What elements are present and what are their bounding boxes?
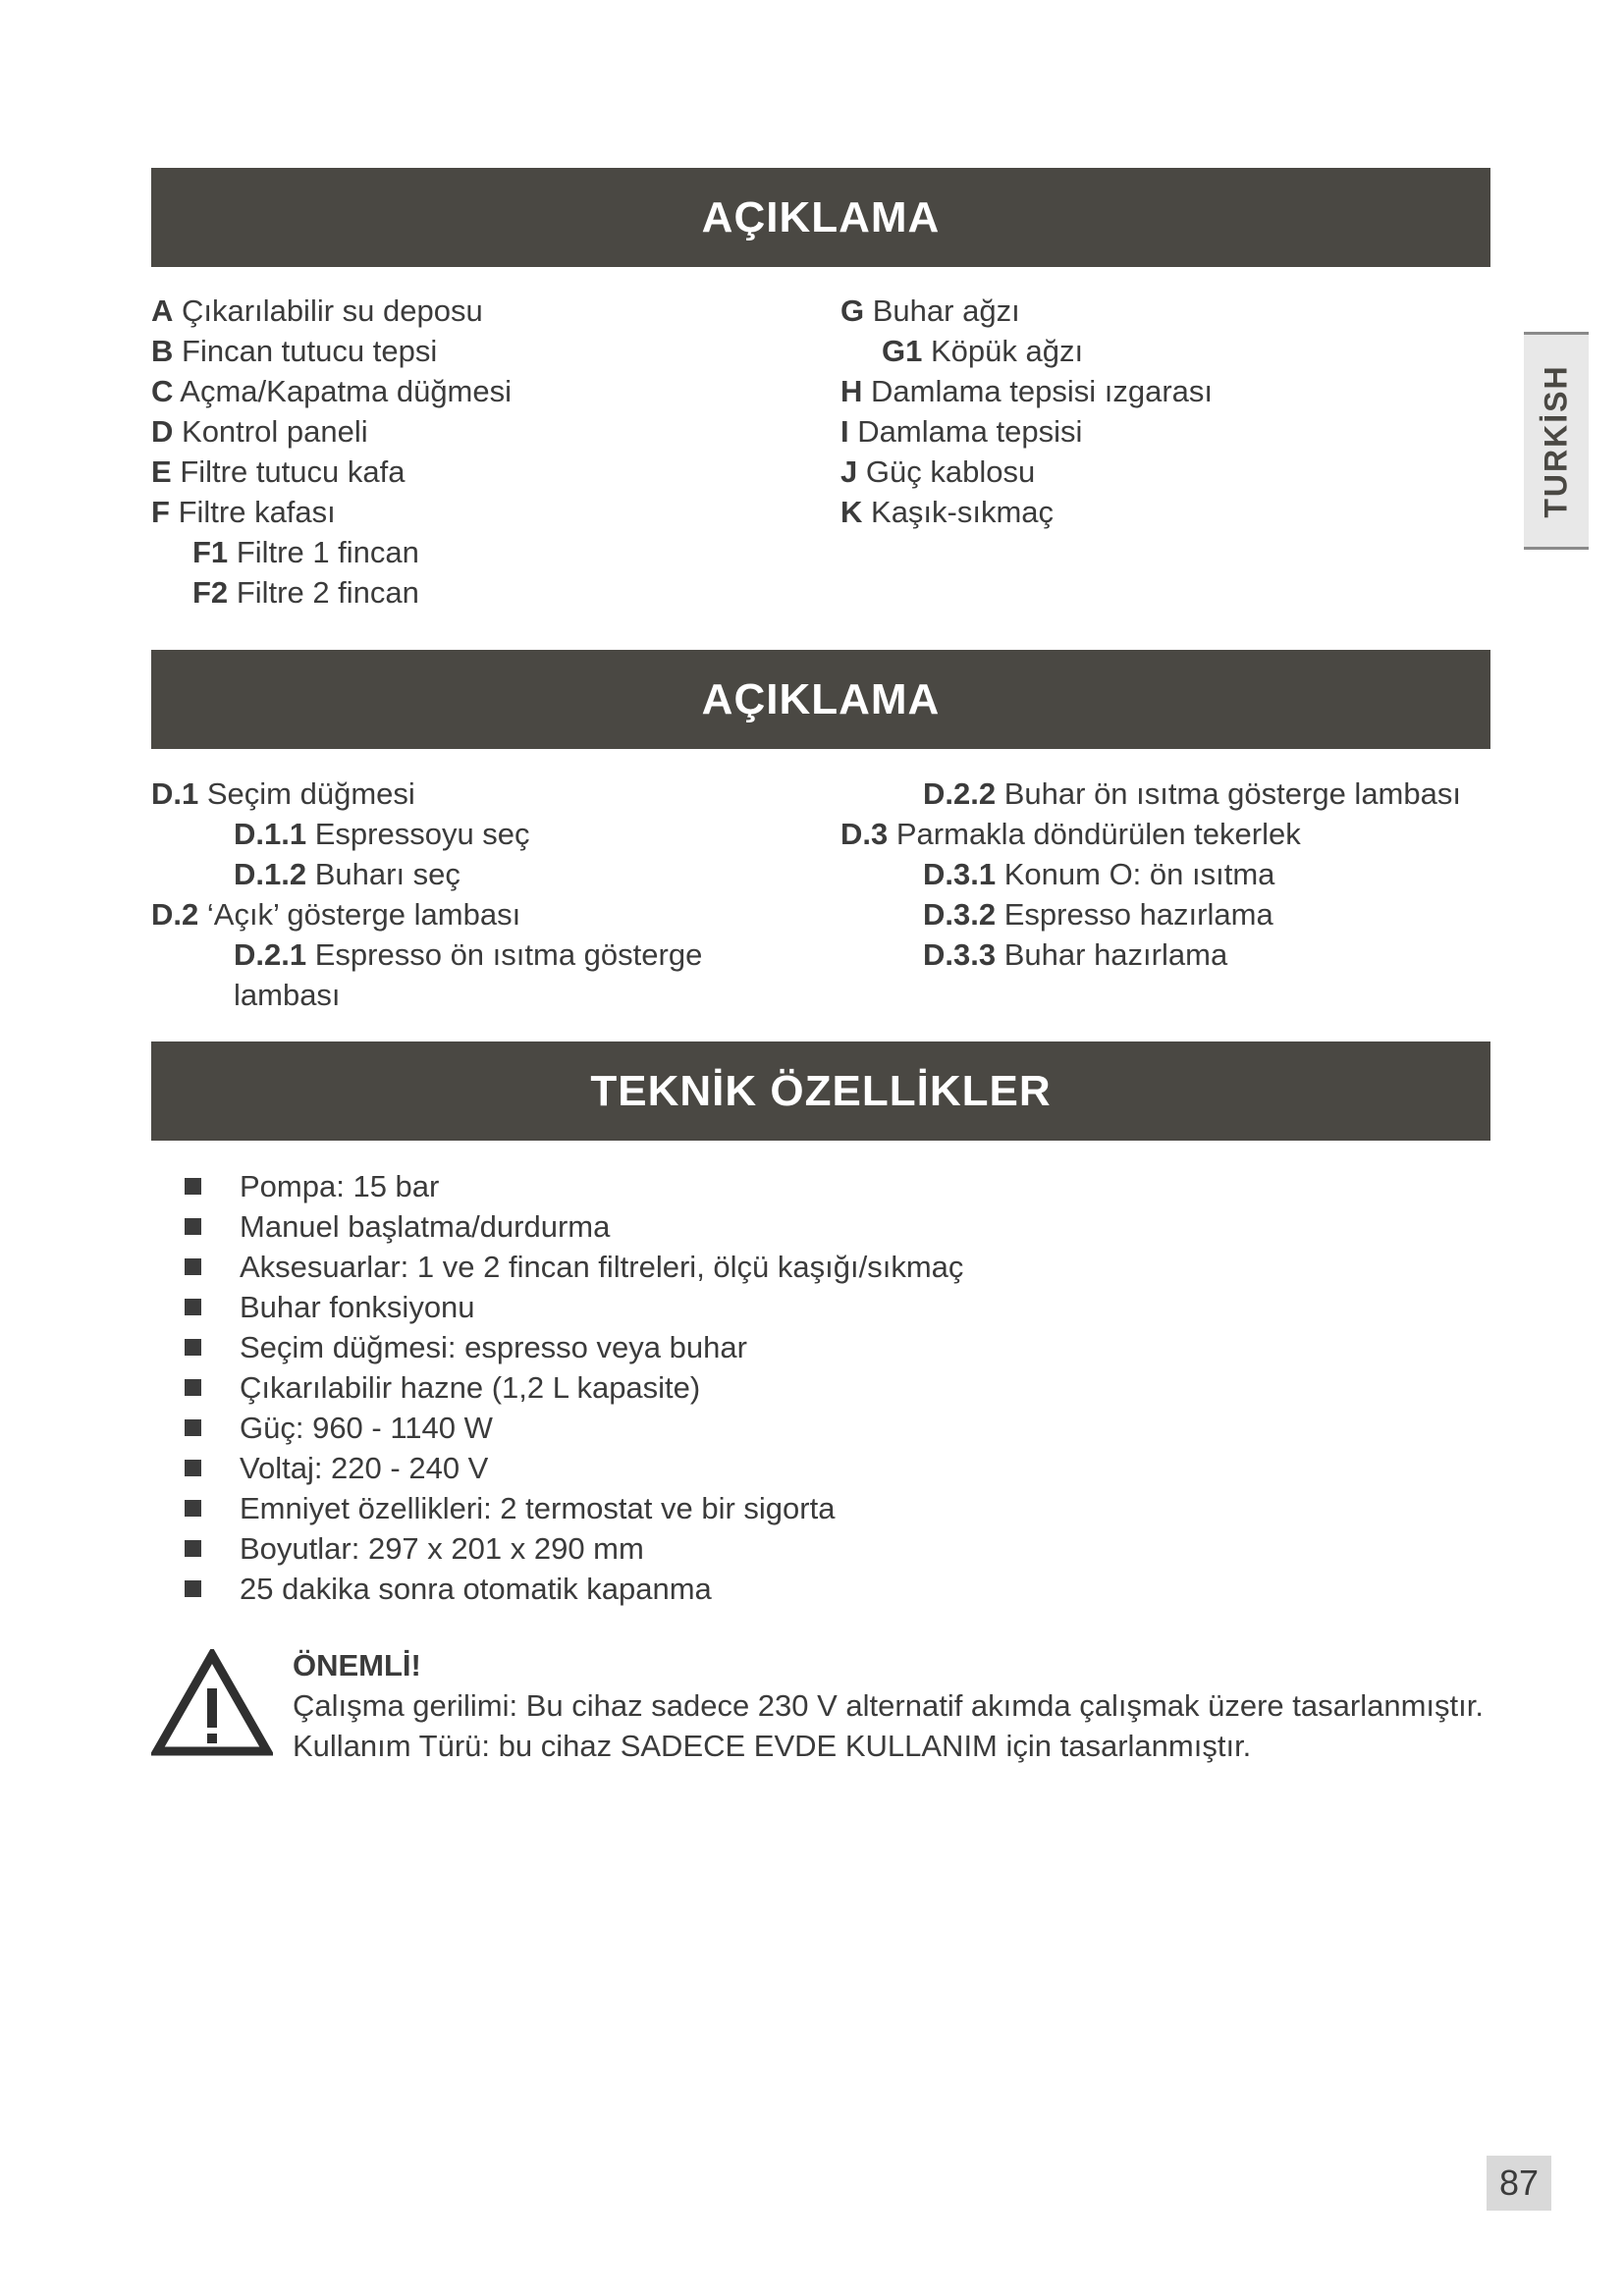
item-text: Güç kablosu <box>865 454 1036 489</box>
list-item <box>840 291 1213 331</box>
item-key: A <box>151 294 174 328</box>
square-bullet-icon <box>185 1258 201 1275</box>
item-key: G1 <box>882 334 923 368</box>
list-item <box>151 371 512 411</box>
item-key: B <box>151 334 174 368</box>
list-item <box>151 894 702 934</box>
parts-list-right <box>840 291 1213 532</box>
square-bullet-icon <box>185 1460 201 1476</box>
controls-list-left <box>151 774 702 1015</box>
item-text: Filtre 2 fincan <box>236 575 419 610</box>
spec-text: Manuel başlatma/durdurma <box>240 1209 611 1244</box>
spec-item <box>185 1488 963 1528</box>
spec-text: Boyutlar: 297 x 201 x 290 mm <box>240 1531 644 1566</box>
list-item <box>840 331 1213 371</box>
square-bullet-icon <box>185 1540 201 1557</box>
list-item <box>840 411 1213 452</box>
section-title: AÇIKLAMA <box>701 674 941 723</box>
item-text: Parmakla döndürülen tekerlek <box>895 817 1301 851</box>
warning-line: Kullanım Türü: bu cihaz SADECE EVDE KULLANIM için tasarlanmıştır. <box>293 1729 1252 1763</box>
list-item <box>840 452 1213 492</box>
spec-text: Çıkarılabilir hazne (1,2 L kapasite) <box>240 1370 701 1405</box>
section-header-control-panel <box>151 650 1490 749</box>
spec-text: Voltaj: 220 - 240 V <box>240 1451 489 1485</box>
specs-list <box>185 1166 963 1609</box>
spec-text: Güç: 960 - 1140 W <box>240 1411 493 1445</box>
list-item <box>840 814 1461 854</box>
item-text: Espresso ön ısıtma gösterge <box>314 937 703 972</box>
item-text: Damlama tepsisi <box>857 414 1083 449</box>
section-header-description <box>151 168 1490 267</box>
square-bullet-icon <box>185 1299 201 1315</box>
spec-item <box>185 1367 963 1408</box>
item-key: F2 <box>192 575 229 610</box>
square-bullet-icon <box>185 1339 201 1356</box>
spec-item <box>185 1247 963 1287</box>
parts-list-left <box>151 291 512 613</box>
item-key: J <box>840 454 858 489</box>
square-bullet-icon <box>185 1419 201 1436</box>
item-text: Fincan tutucu tepsi <box>182 334 438 368</box>
square-bullet-icon <box>185 1218 201 1235</box>
spec-item <box>185 1528 963 1569</box>
item-key: K <box>840 495 863 529</box>
square-bullet-icon <box>185 1500 201 1517</box>
list-item <box>840 894 1461 934</box>
list-item <box>151 774 702 814</box>
list-item <box>151 814 702 854</box>
spec-text: Emniyet özellikleri: 2 termostat ve bir sigorta <box>240 1491 836 1525</box>
square-bullet-icon <box>185 1580 201 1597</box>
spec-item <box>185 1166 963 1206</box>
language-side-tab <box>1524 332 1589 550</box>
item-text: Espressoyu seç <box>314 817 530 851</box>
item-key: H <box>840 374 863 408</box>
item-text: Buharı seç <box>314 857 460 891</box>
spec-item <box>185 1448 963 1488</box>
spec-item <box>185 1327 963 1367</box>
spec-item <box>185 1408 963 1448</box>
spec-text: Buhar fonksiyonu <box>240 1290 475 1324</box>
item-key: D.3.3 <box>923 937 997 972</box>
item-key: D.1 <box>151 776 199 811</box>
language-label: TURKİSH <box>1538 363 1574 518</box>
item-key: D.2.1 <box>234 937 307 972</box>
controls-list-right <box>840 774 1461 975</box>
item-text: ‘Açık’ gösterge lambası <box>206 897 521 932</box>
item-key: D.2.2 <box>923 776 997 811</box>
list-item <box>840 492 1213 532</box>
page-number <box>1487 2156 1551 2211</box>
item-text: Buhar ağzı <box>872 294 1020 328</box>
item-key: G <box>840 294 865 328</box>
item-key: D <box>151 414 174 449</box>
item-key: I <box>840 414 849 449</box>
section-title: AÇIKLAMA <box>701 192 941 241</box>
spec-text: Seçim düğmesi: espresso veya buhar <box>240 1330 747 1364</box>
item-key: D.2 <box>151 897 199 932</box>
list-item <box>151 411 512 452</box>
item-text: Çıkarılabilir su deposu <box>182 294 483 328</box>
item-text: Kontrol paneli <box>182 414 368 449</box>
list-item <box>840 774 1461 814</box>
square-bullet-icon <box>185 1178 201 1195</box>
list-item <box>151 452 512 492</box>
spec-item <box>185 1287 963 1327</box>
spec-text: Aksesuarlar: 1 ve 2 fincan filtreleri, ölçü kaşığı/sıkmaç <box>240 1250 964 1284</box>
list-item <box>840 371 1213 411</box>
item-text: Konum O: ön ısıtma <box>1003 857 1275 891</box>
list-item <box>151 975 702 1015</box>
square-bullet-icon <box>185 1379 201 1396</box>
item-key: F <box>151 495 170 529</box>
spec-item <box>185 1206 963 1247</box>
item-key: E <box>151 454 172 489</box>
warning-line: Çalışma gerilimi: Bu cihaz sadece 230 V alternatif akımda çalışmak üzere tasarlanmıştır. <box>293 1688 1484 1723</box>
list-item <box>151 492 512 532</box>
item-key: D.3.2 <box>923 897 997 932</box>
item-text: Buhar ön ısıtma gösterge lambası <box>1003 776 1461 811</box>
spec-text: Pompa: 15 bar <box>240 1169 440 1203</box>
page-number-text: 87 <box>1498 2163 1540 2203</box>
section-header-technical-specs <box>151 1041 1490 1141</box>
list-item <box>151 291 512 331</box>
list-item <box>151 854 702 894</box>
item-key: F1 <box>192 535 229 569</box>
item-text: Buhar hazırlama <box>1003 937 1228 972</box>
item-key: D.3 <box>840 817 889 851</box>
list-item <box>151 572 512 613</box>
item-text: Filtre 1 fincan <box>236 535 419 569</box>
section-title: TEKNİK ÖZELLİKLER <box>590 1066 1052 1115</box>
item-key: C <box>151 374 174 408</box>
list-item <box>840 854 1461 894</box>
item-text: Açma/Kapatma düğmesi <box>180 374 513 408</box>
item-text: Köpük ağzı <box>930 334 1084 368</box>
item-text: lambası <box>234 978 341 1012</box>
list-item <box>840 934 1461 975</box>
item-text: Kaşık-sıkmaç <box>871 495 1055 529</box>
item-key: D.1.1 <box>234 817 307 851</box>
item-key: D.1.2 <box>234 857 307 891</box>
item-text: Seçim düğmesi <box>206 776 415 811</box>
list-item <box>151 331 512 371</box>
list-item <box>151 934 702 975</box>
item-text: Espresso hazırlama <box>1003 897 1273 932</box>
spec-text: 25 dakika sonra otomatik kapanma <box>240 1572 712 1606</box>
warning-title: ÖNEMLİ! <box>293 1648 421 1682</box>
warning-notice <box>293 1645 1484 1766</box>
item-key: D.3.1 <box>923 857 997 891</box>
list-item <box>151 532 512 572</box>
item-text: Filtre tutucu kafa <box>180 454 406 489</box>
warning-triangle-icon <box>151 1649 273 1759</box>
item-text: Damlama tepsisi ızgarası <box>871 374 1214 408</box>
spec-item <box>185 1569 963 1609</box>
item-text: Filtre kafası <box>178 495 336 529</box>
